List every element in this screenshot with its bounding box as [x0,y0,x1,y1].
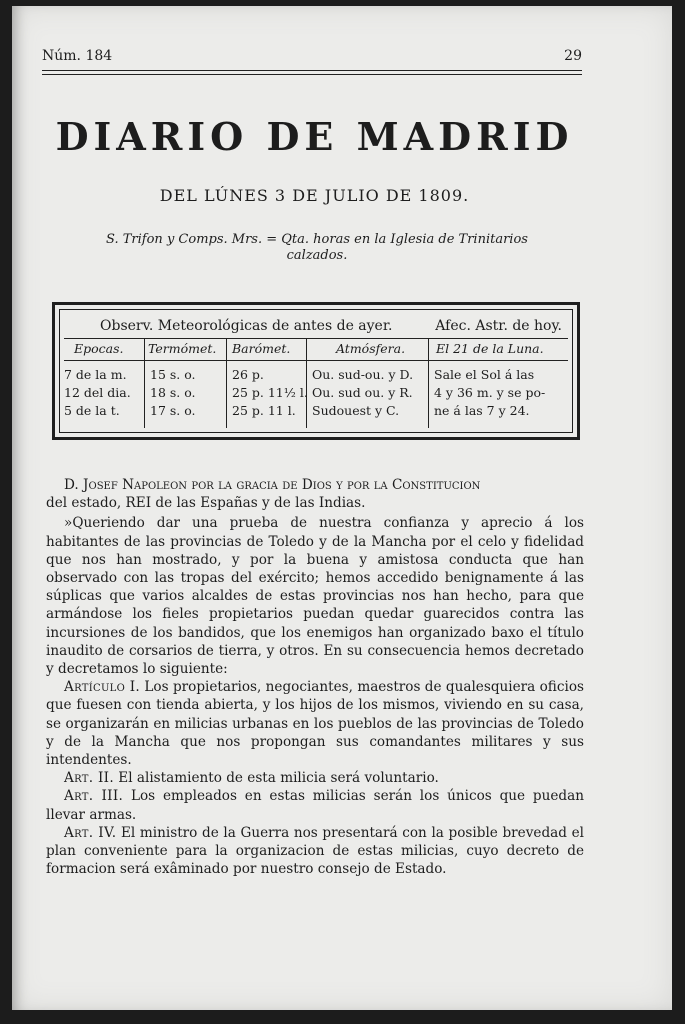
col-header-termomet: Termómet. [148,341,217,356]
row1-epoca: 7 de la m. [64,367,127,382]
article-3-label: Art. III. [64,788,124,805]
article-4-text: El ministro de la Guerra nos presentará con la posible brevedad el plan conveniente para la organizacion de estas milicias, cuyo decreto de formacion será exâminado por nuestro consejo de Estado. [46,824,584,878]
newspaper-page [12,6,672,1010]
article-1-label: Artículo I. [64,679,141,696]
saints-line-2: calzados. [286,248,348,263]
col-header-epocas: Epocas. [74,341,124,356]
weather-table [52,302,580,440]
article-3-text: Los empleados en estas milicias serán los únicos que puedan llevar armas. [46,788,584,823]
weather-heading-left: Observ. Meteorológicas de antes de ayer. [100,318,393,334]
col-header-atmosfera: Atmósfera. [336,341,406,356]
article-4-label: Art. IV. [64,824,117,841]
issue-line [42,48,582,64]
row3-termomet: 17 s. o. [150,403,196,418]
article-3 [46,787,584,823]
decree-heading-continued: del estado, REI de las Españas y de las Indias. [46,495,366,512]
article-2 [46,769,584,787]
weather-table-inner [59,309,573,433]
col-divider-2 [226,338,227,428]
article-1 [46,678,584,769]
row2-epoca: 12 del dia. [64,385,131,400]
row2-baromet: 25 p. 11½ l. [232,385,308,400]
issue-date: DEL LÚNES 3 DE JULIO DE 1809. [159,186,470,205]
luna-line-3: ne á las 7 y 24. [434,403,530,418]
row2-atmosfera: Ou. sud ou. y R. [312,385,413,400]
article-2-label: Art. II. [64,770,114,787]
row3-atmosfera: Sudouest y C. [312,403,400,418]
col-header-luna: El 21 de la Luna. [436,341,544,356]
row1-termomet: 15 s. o. [150,367,196,382]
col-divider-1 [144,338,145,428]
page-number: 29 [564,48,582,64]
decree-intro: »Queriendo dar una prueba de nuestra confianza y aprecio á los habitantes de las provincias de Toledo y de la Mancha por el celo y fidelidad que nos han mostrado, y por la buena y amistosa conducta que han observado con las tropas del exército; hemos accedido benignamente á las súplicas que varios alcaldes de estas provincias nos han hecho, para que armándose los fieles propietarios puedan quedar guarecidos contra las incursiones de los bandidos, que los enemigos han organizado baxo el título inaudito de corsarios de tierra, y otros. En su consecuencia hemos decretado y decretamos lo siguiente: [46,515,584,678]
article-1-text: Los propietarios, negociantes, maestros de qualesquiera oficios que fuesen con tienda abierta, y los hijos de los mismos, viviendo en su casa, se organizarán en milicias urbanas en los pueblos de las provincias de Toledo y de la Mancha que nos propongan sus comandantes militares y sus intendentes. [46,679,584,769]
weather-heading-right: Afec. Astr. de hoy. [435,318,562,334]
weather-rule-2 [64,360,568,361]
header-rule-top [42,70,582,71]
saints-line-1: S. Trifon y Comps. Mrs. = Qta. horas en la Iglesia de Trinitarios [106,232,528,247]
luna-line-2: 4 y 36 m. y se po- [434,385,546,400]
col-divider-4 [428,338,429,428]
decree-heading: D. Josef Napoleon por la gracia de Dios y por la Constitucion [64,477,481,493]
col-header-baromet: Barómet. [232,341,291,356]
luna-line-1: Sale el Sol á las [434,367,535,382]
col-divider-3 [306,338,307,428]
issue-number: Núm. 184 [42,48,113,64]
row3-baromet: 25 p. 11 l. [232,403,296,418]
row3-epoca: 5 de la t. [64,403,120,418]
masthead-title: DIARIO DE MADRID [55,114,574,159]
article-2-text: El alistamiento de esta milicia será voluntario. [118,770,439,787]
row1-baromet: 26 p. [232,367,264,382]
article-4 [46,824,584,879]
weather-rule-1 [64,338,568,339]
row2-termomet: 18 s. o. [150,385,196,400]
saints-of-day [72,232,562,264]
decree-article [46,476,584,878]
row1-atmosfera: Ou. sud-ou. y D. [312,367,414,382]
header-rule-bottom [42,74,582,75]
